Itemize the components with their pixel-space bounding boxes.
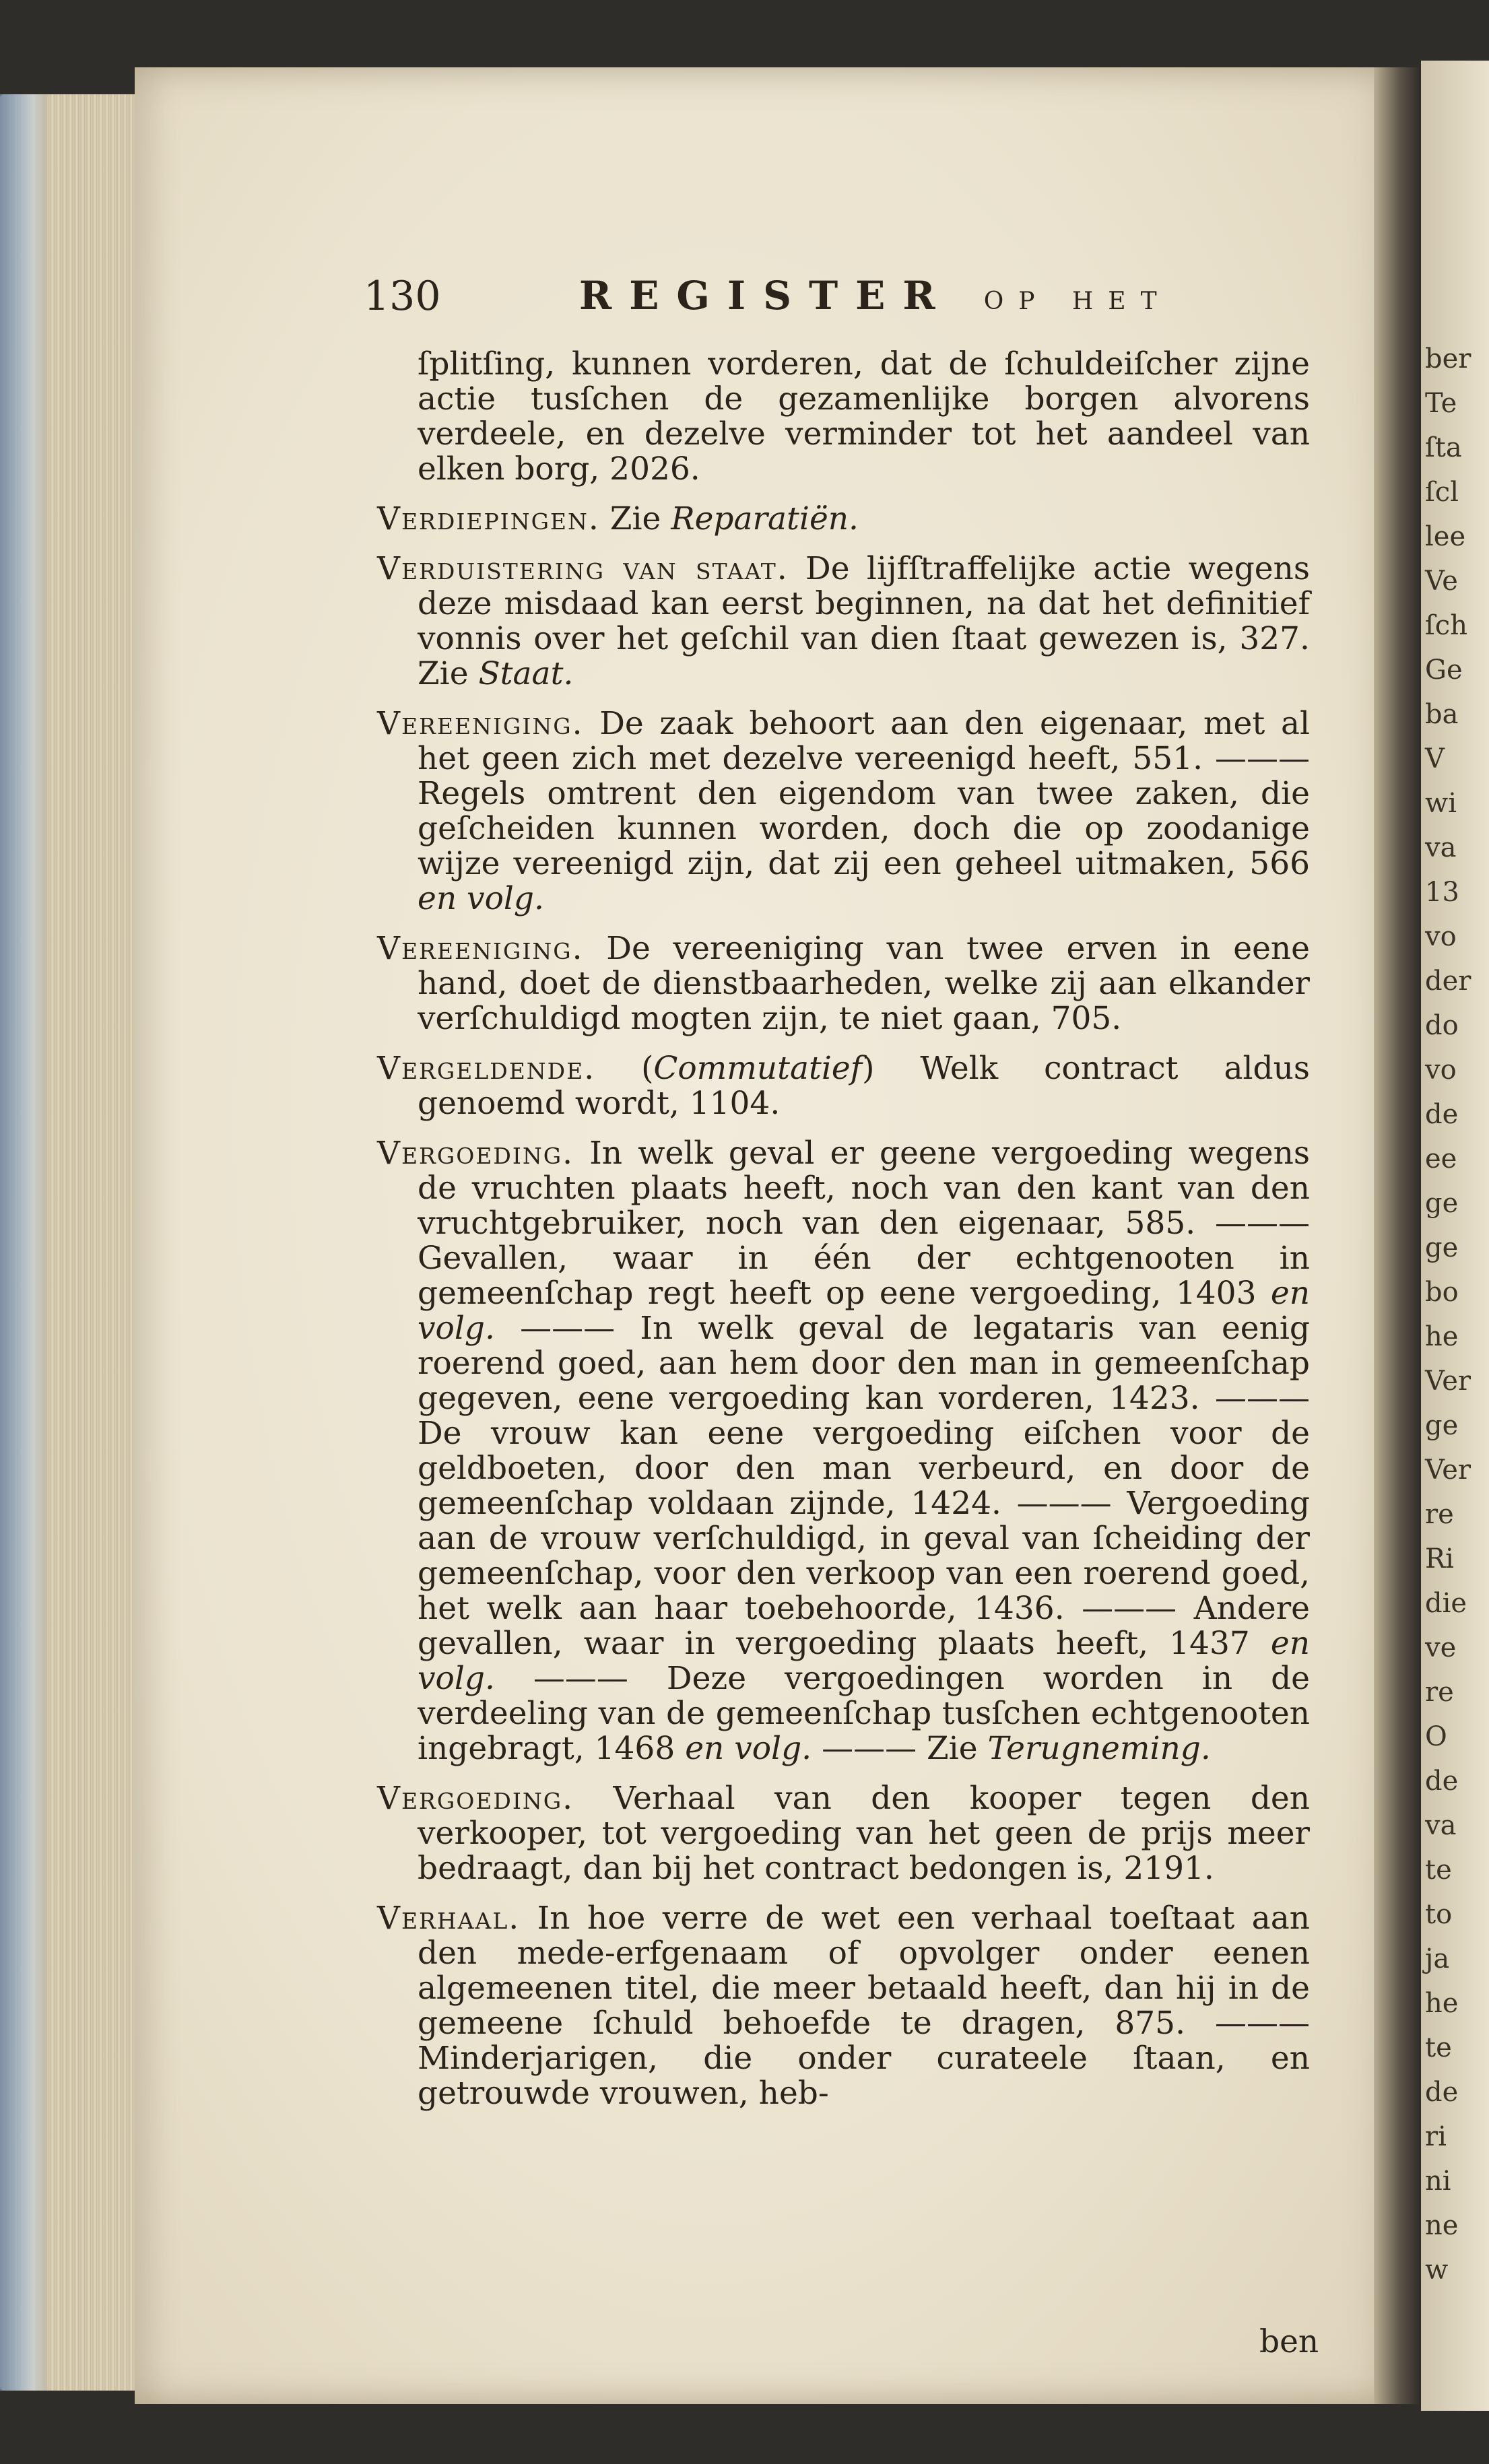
facing-page-text: ge — [1425, 1188, 1459, 1219]
entry-text: Verhaal van den kooper tegen den verkooper, tot vergoeding van het geen de prijs meer bedraagt, dan bij het contract bedongen is, 2191. — [418, 1780, 1310, 1887]
entry-keyword: Verhaal. — [377, 1900, 521, 1937]
book-cover-edge — [0, 94, 47, 2391]
facing-page-text: die — [1425, 1588, 1467, 1619]
facing-page-text: der — [1425, 966, 1471, 997]
facing-page-text: he — [1425, 1988, 1459, 2019]
facing-page-text: ve — [1425, 1632, 1457, 1663]
register-entry — [377, 1136, 1310, 1766]
entry-reference: en volg. — [418, 1625, 1310, 1697]
register-entry — [377, 552, 1310, 692]
facing-page-text: ſcl — [1425, 477, 1459, 508]
entry-text: De vereeniging van twee erven in eene hand, doet de dienstbaarheden, welke zij aan elkander verſchuldigd mogten zijn, te niet gaan, 705. — [418, 930, 1310, 1037]
entry-keyword: Verduistering van staat. — [377, 550, 789, 587]
register-entry — [377, 502, 1310, 537]
facing-page-text: re — [1425, 1499, 1454, 1530]
entry-reference: en volg. — [418, 1275, 1310, 1347]
facing-page-text: Ver — [1425, 1455, 1471, 1486]
register-entry — [377, 1781, 1310, 1886]
entry-reference: Terugneming. — [987, 1730, 1211, 1767]
register-entry — [377, 1051, 1310, 1121]
catchword: ben — [1259, 2323, 1319, 2360]
entry-text: In welk geval er geene vergoeding wegens de vruchten plaats heeft, noch van den kant van den vruchtgebruiker, noch van den eigenaar, 585. ——— Gevallen, waar in één der echtgenooten in gemeenſchap regt heeft op eene vergoeding, 1403 — [418, 1135, 1310, 1312]
facing-page-text: ri — [1425, 2121, 1447, 2152]
facing-page-text: to — [1425, 1899, 1453, 1930]
entry-text: ——— In welk geval de legataris van eenig roerend goed, aan hem door den man in gemeenſchap gegeven, eene vergoeding kan vorderen, 1423. ——— De vrouw kan eene vergoeding eiſchen voor de geldboeten, door den man verbeurd, en door de gemeenſchap voldaan zijnde, 1424. ——— Vergoeding aan de vrouw verſchuldigd, in geval van ſcheiding der gemeenſchap, voor den verkoop van een roerend goed, het welk aan haar toebehoorde, 1436. ——— Andere gevallen, waar in vergoeding plaats heeft, 1437 — [418, 1310, 1310, 1662]
running-title-main: REGISTER — [579, 273, 953, 319]
facing-page-text: vo — [1425, 921, 1457, 952]
facing-page-fragment — [1421, 61, 1489, 2411]
entry-text: Zie — [599, 500, 671, 537]
entry-reference: Reparatiën. — [671, 500, 859, 537]
facing-page-text: do — [1425, 1010, 1459, 1041]
entry-keyword: Vergoeding. — [377, 1135, 574, 1172]
facing-page-text: Ver — [1425, 1366, 1471, 1397]
entry-keyword: Vereeniging. — [377, 705, 584, 742]
register-entry — [377, 706, 1310, 917]
facing-page-text: ni — [1425, 2166, 1451, 2197]
facing-page-text: va — [1425, 832, 1457, 863]
facing-page-text: va — [1425, 1810, 1457, 1841]
running-title — [579, 273, 1172, 319]
entry-text: In hoe verre de wet een verhaal toeſtaat aan den mede-erfgenaam of opvolger onder eenen algemeenen titel, die meer betaald heeft, dan hij in de gemeene ſchuld behoefde te dragen, 875. ——— Minderjarigen, die onder curateele ſtaan, en getrouwde vrouwen, heb- — [418, 1900, 1310, 2112]
entry-text: De lijfſtraffelijke actie wegens deze misdaad kan eerst beginnen, na dat het definitief vonnis over het geſchil van dien ſtaat gewezen is, 327. Zie — [418, 550, 1310, 692]
facing-page-text: de — [1425, 1766, 1459, 1797]
facing-page-text: re — [1425, 1677, 1454, 1708]
facing-page-text: ber — [1425, 343, 1471, 374]
page-number: 130 — [364, 273, 441, 320]
register-text — [377, 347, 1310, 2126]
entry-text: ( — [595, 1050, 654, 1087]
entry-keyword: Vergoeding. — [377, 1780, 574, 1817]
facing-page-text: de — [1425, 1099, 1459, 1130]
facing-page-text: wi — [1425, 788, 1457, 819]
facing-page-text: he — [1425, 1321, 1459, 1352]
facing-page-text: Ri — [1425, 1543, 1454, 1574]
facing-page-text: ſta — [1425, 432, 1462, 463]
running-title-small: OP HET — [983, 288, 1172, 315]
entry-text: De zaak behoort aan den eigenaar, met al het geen zich met dezelve vereenigd heeft, 551. ——— Regels omtrent den eigendom van twee zaken, die geſcheiden kunnen worden, doch die op zoodanige wijze vereenigd zijn, dat zij een geheel uitmaken, 566 — [418, 705, 1310, 882]
facing-page-text: Ge — [1425, 655, 1463, 686]
facing-page-text: O — [1425, 1721, 1447, 1752]
facing-page-text: bo — [1425, 1277, 1459, 1308]
entry-keyword: Vergeldende. — [377, 1050, 596, 1087]
facing-page-text: lee — [1425, 521, 1466, 552]
facing-page-text: ba — [1425, 699, 1459, 730]
page-header — [364, 273, 1347, 327]
facing-page-text: te — [1425, 1855, 1452, 1886]
entry-reference: Commutatief — [653, 1050, 863, 1087]
facing-page-text: Te — [1425, 388, 1457, 419]
register-entry — [377, 931, 1310, 1036]
entry-text: ——— Deze vergoedingen worden in de verdeeling van de gemeenſchap tusſchen echtgenooten ingebragt, 1468 — [418, 1660, 1310, 1767]
facing-page-text: 13 — [1425, 877, 1459, 908]
facing-page-text: te — [1425, 2032, 1452, 2063]
facing-page-text: ne — [1425, 2210, 1459, 2241]
facing-page-text: ja — [1425, 1943, 1450, 1974]
facing-page-text: V — [1425, 743, 1445, 774]
facing-page-text: ge — [1425, 1410, 1459, 1441]
register-entry — [377, 347, 1310, 487]
facing-page-text: ſch — [1425, 610, 1467, 641]
entry-keyword: Verdiepingen. — [377, 500, 600, 537]
facing-page-text: ee — [1425, 1143, 1457, 1174]
facing-page-text: vo — [1425, 1055, 1457, 1086]
entry-keyword: Vereeniging. — [377, 930, 584, 967]
entry-text: ſplitſing, kunnen vorderen, dat de ſchuldeiſcher zijne actie tusſchen de gezamenlijke borgen alvorens verdeele, en dezelve verminder tot het aandeel van elken borg, 2026. — [418, 345, 1310, 488]
entry-reference: Staat. — [478, 655, 574, 692]
entry-text: ——— Zie — [812, 1730, 988, 1767]
entry-reference: en volg. — [685, 1730, 812, 1767]
facing-page-text: ge — [1425, 1232, 1459, 1263]
facing-page-text: de — [1425, 2077, 1459, 2108]
facing-page-text: Ve — [1425, 566, 1458, 597]
book-gutter — [1374, 67, 1421, 2404]
register-entry — [377, 1901, 1310, 2111]
entry-reference: en volg. — [418, 880, 544, 917]
entry-text: ) Welk contract aldus genoemd wordt, 1104. — [418, 1050, 1310, 1122]
facing-page-text: w — [1425, 2255, 1449, 2286]
